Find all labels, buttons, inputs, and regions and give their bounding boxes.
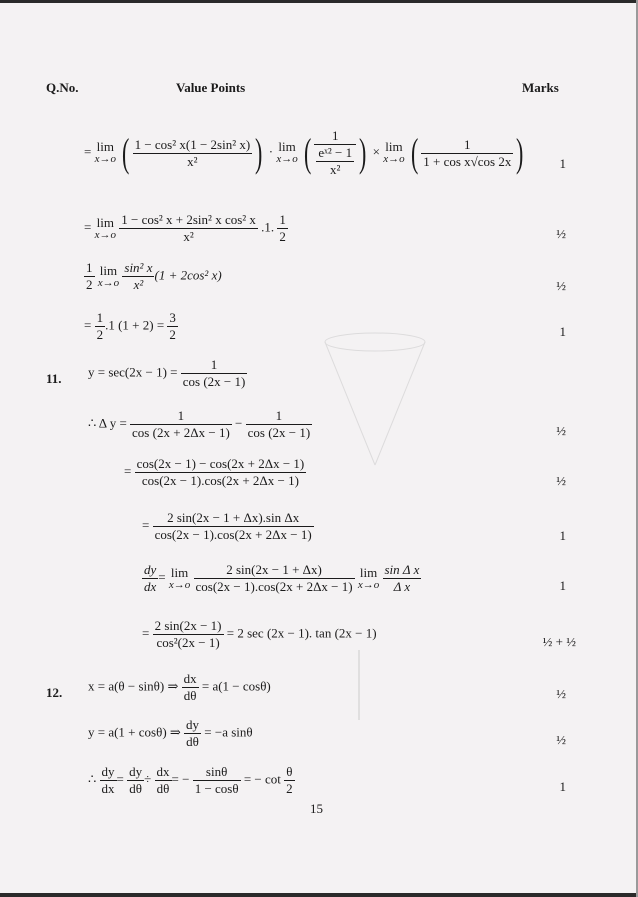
mark-q11-6: ½ + ½: [542, 634, 576, 649]
mark-q12-1: ½: [556, 686, 566, 701]
bottom-edge: [0, 893, 638, 897]
header-value-points: Value Points: [176, 80, 246, 95]
limit: lim x→o: [383, 139, 405, 166]
page-number: 15: [310, 801, 323, 816]
limit: lim x→o: [276, 139, 298, 166]
top-edge: [0, 0, 638, 3]
q10-step-3: $\frac{1}{2}$ lim x→o $\frac{\text{sin² x}}{\text{x²}}$ (1 + 2cos² x): [86, 260, 222, 292]
q10-step-2: = lim x→o $\frac{\text{1 − cos² x + 2sin² x cos² x}}{\text{x²}}$ .1. $\frac{1}{2}$: [84, 212, 286, 244]
q10-step-4: = $\frac{1}{2}$ .1 (1 + 2) = $\frac{3}{2}$: [84, 310, 176, 342]
mark-q10-2: ½: [556, 226, 566, 241]
equals: =: [84, 143, 92, 159]
mark-q12-3: 1: [559, 779, 566, 794]
mark-q10-3: ½: [556, 278, 566, 293]
q11-step-1: y = sec(2x − 1) = $\frac{1}{\cos (2x - 1)}$: [88, 357, 246, 389]
q11-step-3: = $\frac{\cos(2x - 1) - \cos(2x + 2\Delta x - 1)}{\cos(2x - 1).\cos(2x + 2\Delta x - 1)}$: [124, 456, 305, 488]
mark-q11-2: ½: [556, 423, 566, 438]
q11-step-4: = $\frac{\text{2 sin(2x − 1 + Δx).sin Δx}}{\cos(2x - 1).\cos(2x + 2\Delta x - 1)}$: [142, 510, 312, 542]
q12-step-1: x = a(θ − sinθ) ⇒ $\frac{dx}{d\theta}$ = a(1 − cosθ): [88, 671, 271, 703]
q11-step-2: ∴ Δ y = $\frac{1}{\cos (2x + 2\Delta x - 1)}$ − $\frac{1}{\cos (2x - 1)}$: [88, 408, 311, 440]
mark-q11-3: ½: [556, 473, 566, 488]
show-through-cone: [320, 330, 430, 470]
mark-q11-5: 1: [559, 578, 566, 593]
show-through-brace: [358, 650, 360, 720]
q12-step-3: ∴ $\frac{dy}{dx}$ = $\frac{dy}{d\theta}$ ÷ $\frac{dx}{d\theta}$ = − $\frac{\sin\theta}{1 - \cos\theta}$ = − cot $\frac{\theta}{2}$: [88, 764, 293, 796]
header-marks: Marks: [522, 80, 559, 95]
mark-q12-2: ½: [556, 732, 566, 747]
q11-step-5: $\frac{dy}{dx}$ = lim x→o $\frac{2 \sin(2x - 1 + \Delta x)}{\cos(2x - 1).\cos(2x + 2\Delta x - 1)}$ lim x→o $\frac{\text{sin Δ x}}{\text{Δ x}}$: [144, 562, 420, 594]
header-qno: Q.No.: [46, 80, 79, 95]
fraction: $\frac{1}{\text{1 + cos x√cos 2x}}$: [423, 136, 512, 169]
mark-q11-4: 1: [559, 528, 566, 543]
mark-q10-4: 1: [559, 324, 566, 339]
question-number-12: 12.: [46, 685, 63, 700]
fraction: $\frac{\text{1 − cos² x(1 − 2sin² x)}}{\text{x²}}$: [134, 136, 251, 169]
fraction: $\frac{1}{\frac{\text{eˣ² − 1}}{\text{x²}}}$: [314, 128, 356, 178]
q12-step-2: y = a(1 + cosθ) ⇒ $\frac{dy}{d\theta}$ = −a sinθ: [88, 717, 253, 749]
q10-step-1: = lim x→o ( $\frac{\text{1 − cos² x(1 − 2sin² x)}}{\text{x²}}$ ) · lim x→o ( $\frac{1}{\frac{\text{eˣ² − 1}}{\text{x²}}}$ ) × lim x→o ( $\frac{1}{\text{1 + cos x√cos 2x}}$ ): [84, 128, 524, 177]
limit: lim x→o: [94, 139, 116, 166]
mark-q10-1: 1: [559, 156, 566, 171]
q11-step-6: = $\frac{2 \sin(2x - 1)}{\text{cos²(2x − 1)}}$ = 2 sec (2x − 1). tan (2x − 1): [142, 618, 377, 650]
question-number-11: 11.: [46, 371, 62, 386]
